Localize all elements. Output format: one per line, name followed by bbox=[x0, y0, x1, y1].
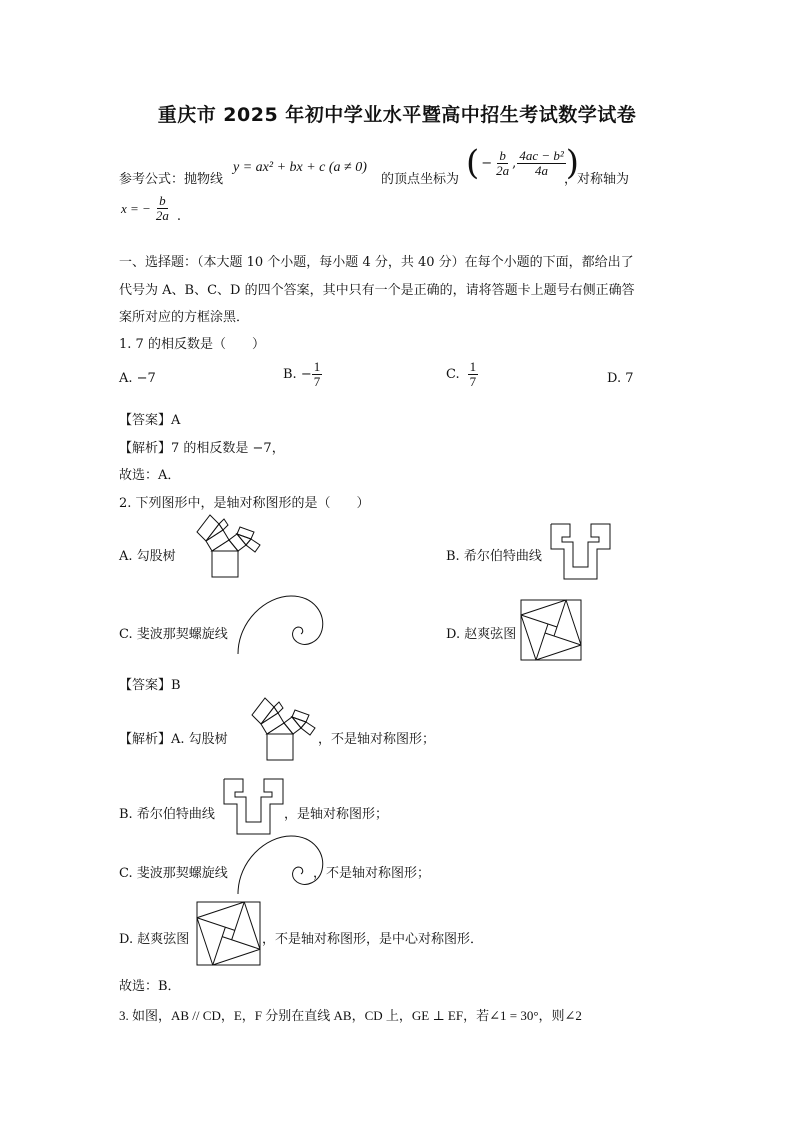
q1-option-c: C. $\frac{1}{7}$ bbox=[446, 359, 477, 389]
q2-option-a: A. 勾股树 bbox=[119, 549, 176, 564]
frac-4ac-b2-over-4a: $\frac{\text{4ac − b²}}{4a}$ bbox=[519, 147, 564, 178]
pythagoras-tree-figure bbox=[184, 512, 264, 592]
q1-answer: 【答案】A bbox=[119, 413, 181, 428]
q1-option-b: B. − $\frac{1}{7}$ bbox=[283, 359, 321, 389]
q2-analysis-c-suffix: ，不是轴对称图形； bbox=[313, 866, 431, 881]
q2-analysis-b-suffix: ，是轴对称图形； bbox=[284, 807, 389, 822]
zhao-shuang-figure bbox=[521, 600, 582, 661]
q2-option-b: B. 希尔伯特曲线 bbox=[446, 549, 542, 564]
formula-prefix: 参考公式：抛物线 bbox=[119, 172, 224, 187]
q2-option-c: C. 斐波那契螺旋线 bbox=[119, 627, 228, 642]
q1-b-fraction: $\frac{1}{7}$ bbox=[313, 359, 321, 389]
parabola-formula: y = ax² + bx + c (a ≠ 0) bbox=[233, 160, 367, 175]
hilbert-curve-figure-2 bbox=[224, 779, 284, 835]
section-intro-line3: 案所对应的方框涂黑． bbox=[119, 310, 250, 325]
q2-analysis-d-prefix: D. 赵爽弦图 bbox=[119, 932, 190, 947]
q2-option-d: D. 赵爽弦图 bbox=[446, 627, 517, 642]
q2-analysis-d-suffix: ，不是轴对称图形，是中心对称图形． bbox=[262, 932, 484, 947]
q2-choose: 故选：B． bbox=[119, 979, 181, 994]
hilbert-curve-figure bbox=[551, 524, 611, 580]
q1-c-fraction: $\frac{1}{7}$ bbox=[469, 359, 477, 389]
q2-answer: 【答案】B bbox=[119, 678, 181, 693]
axis-formula: x = − $\frac{b}{2a}$ . bbox=[121, 193, 181, 224]
page-title: 重庆市 2025 年初中学业水平暨高中招生考试数学试卷 bbox=[157, 104, 637, 126]
right-paren: ) bbox=[565, 143, 580, 183]
frac-axis: $\frac{b}{2a}$ bbox=[155, 193, 169, 223]
pythagoras-tree-figure-2 bbox=[239, 695, 319, 775]
frac-b-over-2a: $\frac{b}{2a}$ bbox=[496, 147, 510, 178]
axis-label: ，对称轴为 bbox=[564, 172, 630, 187]
q2-analysis-a-prefix: 【解析】A. 勾股树 bbox=[119, 732, 228, 747]
q1-option-d: D. 7 bbox=[607, 371, 634, 386]
vertex-label: 的顶点坐标为 bbox=[381, 172, 460, 187]
section-intro-line2: 代号为 A、B、C、D 的四个答案，其中只有一个是正确的，请将答题卡上题号右侧正确答 bbox=[119, 283, 635, 298]
q2-analysis-c-prefix: C. 斐波那契螺旋线 bbox=[119, 866, 228, 881]
zhao-shuang-figure-2 bbox=[197, 902, 261, 966]
q2-stem: 2. 下列图形中，是轴对称图形的是（ ） bbox=[119, 496, 370, 511]
q1-stem: 1. 7 的相反数是（ ） bbox=[119, 337, 265, 352]
q2-analysis-b-prefix: B. 希尔伯特曲线 bbox=[119, 807, 215, 822]
q1-option-a: A. −7 bbox=[119, 371, 156, 386]
section-intro-line1: 一、选择题：（本大题 10 个小题，每小题 4 分，共 40 分）在每个小题的下面，都给出了 bbox=[119, 255, 634, 270]
left-paren: ( bbox=[466, 143, 480, 183]
vertex-formula: ( − $\frac{b}{2a}$ , $\frac{\text{4ac − b²}}{4a}$ ) bbox=[466, 143, 580, 183]
fibonacci-spiral-figure bbox=[236, 596, 326, 656]
q1-analysis: 【解析】7 的相反数是 −7， bbox=[119, 441, 285, 456]
q2-analysis-a-suffix: ，不是轴对称图形； bbox=[318, 732, 436, 747]
q1-choose: 故选：A． bbox=[119, 468, 181, 483]
q3-stem: 3. 如图，AB // CD，E，F 分别在直线 AB，CD 上，GE ⊥ EF，若∠1 = 30°，则∠2 bbox=[119, 1008, 582, 1023]
